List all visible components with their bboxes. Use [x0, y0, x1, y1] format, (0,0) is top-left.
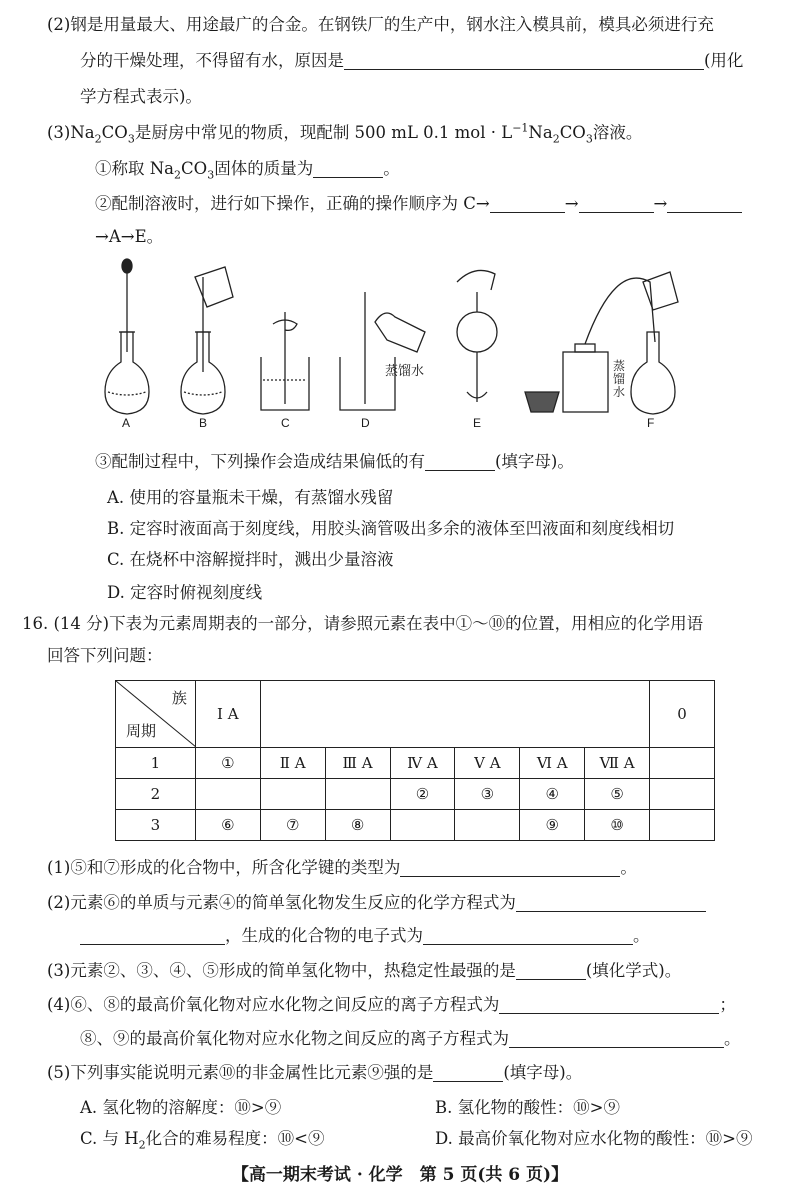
table-cell: ③ — [455, 779, 520, 810]
q16-p3: (3)元素②、③、④、⑤形成的简单氢化物中，热稳定性最强的是 (填化学式)。 — [47, 961, 682, 980]
q15-p2-line1: (2)钢是用量最大、用途最广的合金。在钢铁厂的生产中，钢水注入模具前，模具必须进行充 — [47, 15, 714, 34]
table-cell: ① — [195, 748, 260, 779]
table-cell: ⑩ — [585, 810, 650, 841]
page-footer: 【高一期末考试 · 化学 第 5 页(共 6 页)】 — [231, 1165, 569, 1185]
q15-step1: ①称取 $Na_2CO_3$固体的质量为 。 — [95, 159, 400, 182]
q16-stem-line1: 16. (14 分)下表为元素周期表的一部分，请参照元素在表中①～⑩的位置，用相应的化学用语 — [22, 614, 704, 633]
table-cell — [455, 810, 520, 841]
q16-option-d: D. 最高价氧化物对应水化物的酸性：⑩>⑨ — [435, 1129, 753, 1148]
q16-p5: (5)下列事实能说明元素⑩的非金属性比元素⑨强的是 (填字母)。 — [47, 1063, 583, 1082]
table-cell: ⑥ — [195, 810, 260, 841]
figure-label-a: A — [122, 416, 131, 430]
table-cell: ⑤ — [585, 779, 650, 810]
answer-blank[interactable] — [490, 194, 565, 213]
figure-label-c: C — [281, 416, 290, 430]
q16-option-a: A. 氢化物的溶解度：⑩>⑨ — [80, 1098, 282, 1117]
table-cell — [650, 779, 715, 810]
answer-blank[interactable] — [313, 159, 383, 178]
answer-blank[interactable] — [344, 51, 704, 70]
table-cell — [650, 810, 715, 841]
q16-p4-line2: ⑧、⑨的最高价氧化物对应水化物之间反应的离子方程式为 。 — [80, 1029, 741, 1048]
table-cell: Ⅵ A — [520, 748, 585, 779]
table-cell: Ⅳ A — [390, 748, 455, 779]
answer-blank[interactable] — [423, 926, 633, 945]
apparatus-drawing — [95, 252, 695, 432]
table-cell: 1 — [116, 748, 196, 779]
header-zero: 0 — [650, 681, 715, 748]
figure-label-f: F — [647, 416, 655, 430]
table-cell: ⑦ — [260, 810, 325, 841]
table-cell — [325, 779, 390, 810]
periodic-table — [115, 680, 715, 841]
q16-p1: (1)⑤和⑦形成的化合物中，所含化学键的类型为 。 — [47, 858, 637, 877]
table-cell: Ⅲ A — [325, 748, 390, 779]
figure-label-e: E — [473, 416, 482, 430]
answer-blank[interactable] — [516, 961, 586, 980]
table-cell — [260, 779, 325, 810]
answer-blank[interactable] — [433, 1063, 503, 1082]
table-cell: ② — [390, 779, 455, 810]
table-cell: Ⅱ A — [260, 748, 325, 779]
header-ia: Ⅰ A — [195, 681, 260, 748]
table-row — [116, 748, 715, 779]
header-period: 周期 — [126, 722, 157, 740]
answer-blank[interactable] — [516, 893, 706, 912]
answer-blank[interactable] — [579, 194, 654, 213]
apparatus-figure — [95, 252, 695, 432]
q15-step2: ②配制溶液时，进行如下操作，正确的操作顺序为 C→ → → — [95, 193, 742, 215]
table-cell: ⑧ — [325, 810, 390, 841]
q16-p2-line2: ，生成的化合物的电子式为 。 — [80, 925, 650, 947]
figure-label-d: D — [361, 416, 370, 430]
q15-p2-line3: 学方程式表示)。 — [80, 87, 202, 106]
answer-blank[interactable] — [667, 194, 742, 213]
answer-blank[interactable] — [400, 858, 620, 877]
table-cell — [650, 748, 715, 779]
header-group: 族 — [171, 689, 187, 707]
table-row — [116, 810, 715, 841]
table-cell: ⑨ — [520, 810, 585, 841]
answer-blank[interactable] — [509, 1029, 724, 1048]
table-cell: ④ — [520, 779, 585, 810]
figure-label-b: B — [199, 416, 208, 430]
q15-option-c: C. 在烧杯中溶解搅拌时，溅出少量溶液 — [107, 550, 394, 569]
table-cell — [390, 810, 455, 841]
q15-option-d: D. 定容时俯视刻度线 — [107, 583, 263, 602]
q16-p4-line1: (4)⑥、⑧的最高价氧化物对应水化物之间反应的离子方程式为 ； — [47, 995, 736, 1014]
table-cell — [195, 779, 260, 810]
table-cell: Ⅴ A — [455, 748, 520, 779]
distilled-water-label-f: 蒸 馏 水 — [613, 359, 626, 399]
answer-blank[interactable] — [425, 452, 495, 471]
q15-p2-line2: 分的干燥处理，不得留有水，原因是 (用化 — [80, 51, 744, 70]
q16-option-c: C. 与 $H_2$化合的难易程度：⑩<⑨ — [80, 1129, 325, 1152]
q16-p2-line1: (2)元素⑥的单质与元素④的简单氢化物发生反应的化学方程式为 — [47, 892, 706, 914]
answer-blank[interactable] — [80, 926, 225, 945]
answer-blank[interactable] — [499, 995, 719, 1014]
q16-stem-line2: 回答下列问题： — [47, 646, 163, 665]
q15-p3-line1: $(3)Na_2CO_3$是厨房中常见的物质，现配制 500 mL 0.1 mol · $L^{-1}Na_2CO_3$溶液。 — [47, 121, 643, 146]
q15-option-a: A. 使用的容量瓶未干燥，有蒸馏水残留 — [107, 488, 394, 507]
table-corner-header — [116, 681, 196, 748]
table-cell: 2 — [116, 779, 196, 810]
q15-option-b: B. 定容时液面高于刻度线，用胶头滴管吸出多余的液体至凹液面和刻度线相切 — [107, 519, 675, 538]
distilled-water-label-d: 蒸馏水 — [385, 363, 425, 378]
q16-option-b: B. 氢化物的酸性：⑩>⑨ — [435, 1098, 620, 1117]
table-cell: 3 — [116, 810, 196, 841]
table-row — [116, 779, 715, 810]
q15-step3: ③配制过程中，下列操作会造成结果偏低的有 (填字母)。 — [95, 452, 574, 471]
q15-step2-line2: →A→E。 — [95, 227, 164, 246]
header-span — [260, 681, 649, 748]
table-cell: Ⅶ A — [585, 748, 650, 779]
